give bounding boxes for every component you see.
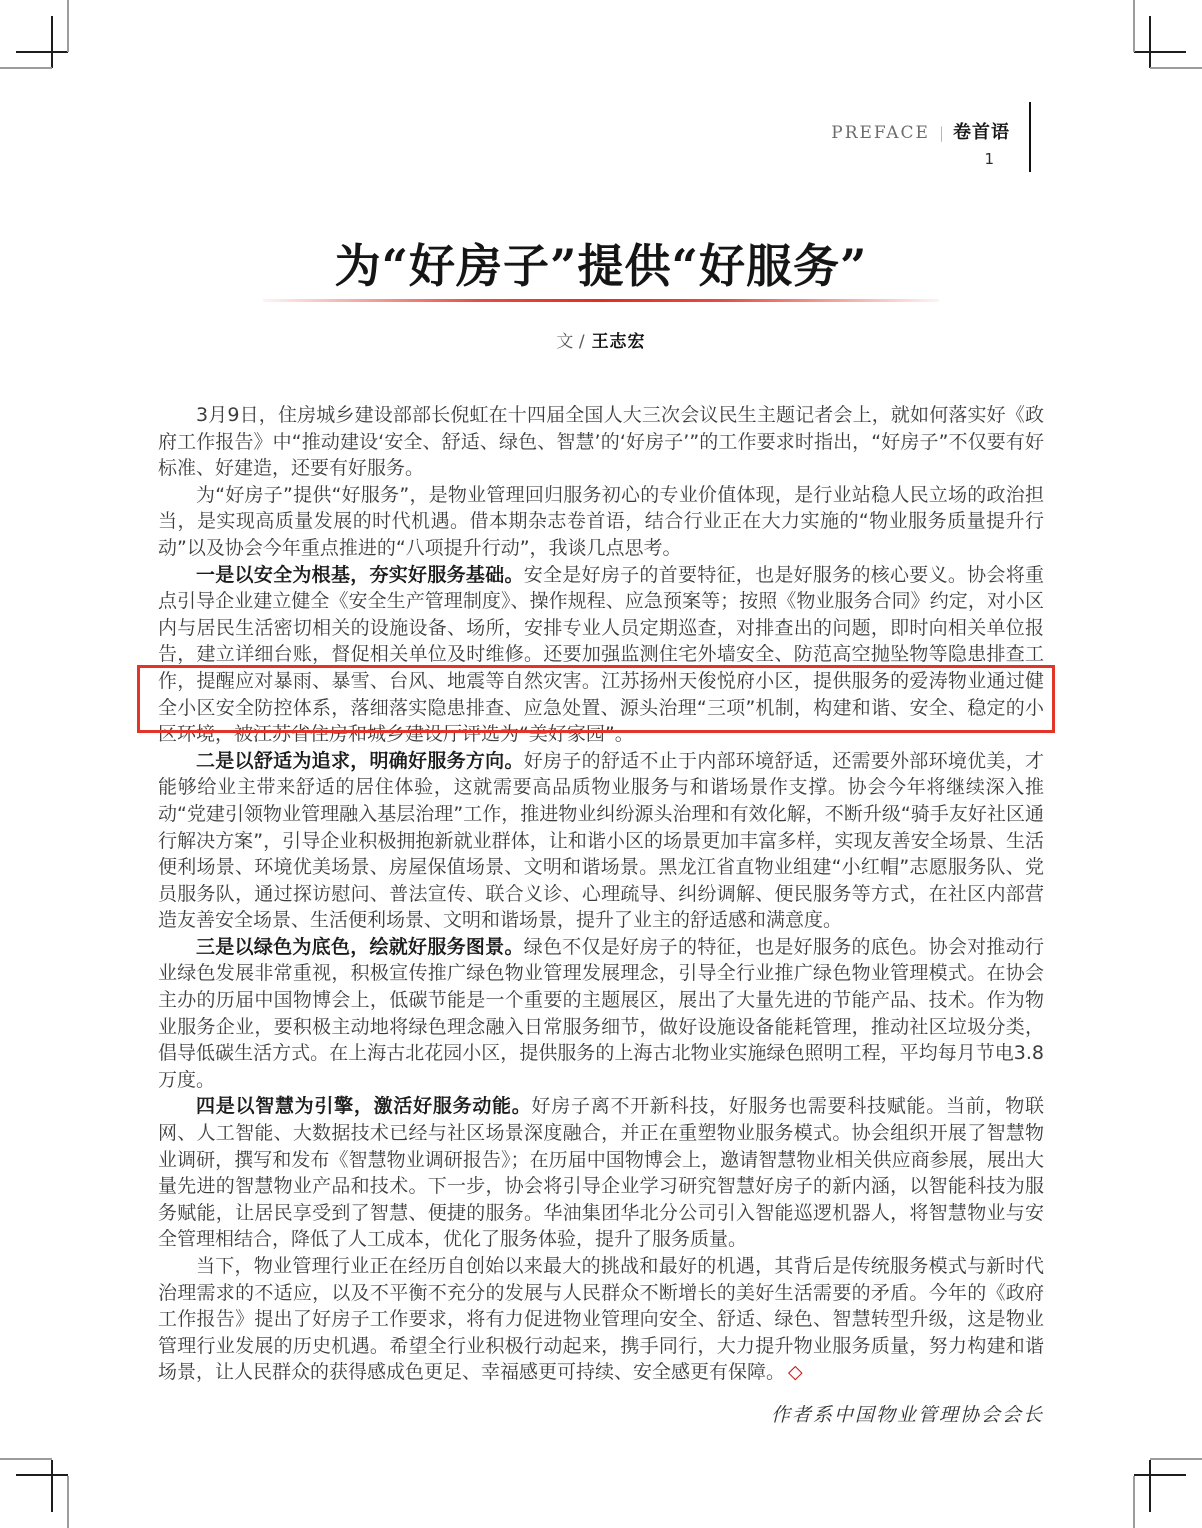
- header-separator: |: [938, 124, 944, 142]
- crop-mark: [51, 16, 53, 68]
- page-header: [831, 122, 1010, 168]
- author-attribution: 作者系中国物业管理协会会长: [770, 1403, 1044, 1426]
- paragraph: [158, 402, 1044, 482]
- article-title: 为“好房子”提供“好服务”: [334, 239, 868, 293]
- header-vertical-rule: [1029, 102, 1031, 172]
- paragraph-text: 为“好房子”提供“好服务”，是物业管理回归服务初心的专业价值体现，是行业站稳人民立场的政治担当，是实现高质量发展的时代机遇。借本期杂志卷首语，结合行业正在大力实施的“物业服务质量提升行动”以及协会今年重点推进的“八项提升行动”，我谈几点思考。: [158, 483, 1044, 559]
- crop-mark: [1134, 51, 1186, 53]
- page-edge-mark: [0, 67, 52, 69]
- paragraph: [158, 934, 1044, 1094]
- page-edge-mark: [1133, 0, 1135, 52]
- page-edge-mark: [1150, 1458, 1202, 1460]
- crop-mark: [16, 51, 68, 53]
- page-edge-mark: [1133, 1476, 1135, 1528]
- paragraph-text: 绿色不仅是好房子的特征，也是好服务的底色。协会对推动行业绿色发展非常重视，积极宣传推广绿色物业管理发展理念，引导全行业推广绿色物业管理模式。在协会主办的历届中国物博会上，低碳节能是一个重要的主题展区，展出了大量先进的节能产品、技术。作为物业服务企业，要积极主动地将绿色理念融入日常服务细节，做好设施设备能耗管理，推动社区垃圾分类，倡导低碳生活方式。在上海古北花园小区，提供服务的上海古北物业实施绿色照明工程，平均每月节电3.8万度。: [158, 935, 1044, 1091]
- paragraph: [158, 748, 1044, 934]
- title-underline-rule: [263, 299, 939, 302]
- crop-mark: [16, 1474, 68, 1476]
- byline-prefix: 文 /: [556, 332, 585, 352]
- byline: [0, 327, 1202, 352]
- paragraph: [158, 1093, 1044, 1253]
- header-line: [831, 122, 1010, 145]
- crop-mark: [51, 1460, 53, 1512]
- paragraph: [158, 562, 1044, 748]
- byline-author: 王志宏: [591, 332, 646, 352]
- paragraph-text: 安全是好房子的首要特征，也是好服务的核心要义。协会将重点引导企业建立健全《安全生产管理制度》、操作规程、应急预案等；按照《物业服务合同》约定，对小区内与居民生活密切相关的设施设备、场所，安排专业人员定期巡查，对排查出的问题，即时向相关单位报告，建立详细台账，督促相关单位及时维修。还要加强监测住宅外墙安全、防范高空抛坠物等隐患排查工作，提醒应对暴雨、暴雪、台风、地震等自然灾害。江苏扬州天俊悦府小区，提供服务的爱涛物业通过健全小区安全防控体系，落细落实隐患排查、应急处置、源头治理“三项”机制，构建和谐、安全、稳定的小区环境，被江苏省住房和城乡建设厅评选为“美好家园”。: [158, 563, 1044, 746]
- crop-mark: [1134, 1474, 1186, 1476]
- paragraph-lead: 三是以绿色为底色，绘就好服务图景。: [196, 935, 524, 958]
- paragraph-lead: 四是以智慧为引擎，激活好服务动能。: [196, 1095, 532, 1118]
- page-edge-mark: [67, 1476, 69, 1528]
- preface-label-zh: 卷首语: [953, 122, 1010, 143]
- paragraph-text: 好房子离不开新科技，好服务也需要科技赋能。当前，物联网、人工智能、大数据技术已经与社区场景深度融合，并正在重塑物业服务模式。协会组织开展了智慧物业调研，撰写和发布《智慧物业调研报告》；在历届中国物博会上，邀请智慧物业相关供应商参展，展出大量先进的智慧物业产品和技术。下一步，协会将引导企业学习研究智慧好房子的新内涵，以智能科技为服务赋能，让居民享受到了智慧、便捷的服务。华油集团华北分公司引入智能巡逻机器人，将智慧物业与安全管理相结合，降低了人工成本，优化了服务体验，提升了服务质量。: [158, 1095, 1044, 1251]
- paragraph-lead: 一是以安全为根基，夯实好服务基础。: [196, 563, 524, 586]
- page-edge-mark: [0, 1458, 52, 1460]
- page-edge-mark: [67, 0, 69, 52]
- paragraph: [158, 1253, 1044, 1386]
- page-edge-mark: [1150, 67, 1202, 69]
- end-of-article-diamond-icon: ◇: [788, 1361, 803, 1384]
- crop-mark: [1149, 1460, 1151, 1512]
- paragraph-text: 3月9日，住房城乡建设部部长倪虹在十四届全国人大三次会议民生主题记者会上，就如何落实好《政府工作报告》中“推动建设‘安全、舒适、绿色、智慧’的‘好房子’”的工作要求时指出，“好房子”不仅要有好标准、好建造，还要有好服务。: [158, 404, 1044, 480]
- article-body: [158, 402, 1044, 1429]
- paragraph-lead: 二是以舒适为追求，明确好服务方向。: [196, 749, 524, 772]
- crop-mark: [1149, 16, 1151, 68]
- paragraph-text: 好房子的舒适不止于内部环境舒适，还需要外部环境优美，才能够给业主带来舒适的居住体验，这就需要高品质物业服务与和谐场景作支撑。协会今年将继续深入推动“党建引领物业管理融入基层治理”工作，推进物业纠纷源头治理和有效化解，不断升级“骑手友好社区通行解决方案”，引导企业积极拥抱新就业群体，让和谐小区的场景更加丰富多样，实现友善安全场景、生活便利场景、环境优美场景、房屋保值场景、文明和谐场景。黑龙江省直物业组建“小红帽”志愿服务队、党员服务队，通过探访慰问、普法宣传、联合义诊、心理疏导、纠纷调解、便民服务等方式，在社区内部营造友善安全场景、生活便利场景、文明和谐场景，提升了业主的舒适感和满意度。: [158, 749, 1044, 932]
- preface-label-en: PREFACE: [831, 123, 930, 143]
- page-number: 1: [984, 149, 994, 168]
- paragraph-text: 当下，物业管理行业正在经历自创始以来最大的挑战和最好的机遇，其背后是传统服务模式与新时代治理需求的不适应，以及不平衡不充分的发展与人民群众不断增长的美好生活需要的矛盾。今年的《政府工作报告》提出了好房子工作要求，将有力促进物业管理向安全、舒适、绿色、智慧转型升级，这是物业管理行业发展的历史机遇。希望全行业积极行动起来，携手同行，大力提升物业服务质量，努力构建和谐场景，让人民群众的获得感成色更足、幸福感更可持续、安全感更有保障。: [158, 1255, 1044, 1384]
- paragraph: [158, 482, 1044, 562]
